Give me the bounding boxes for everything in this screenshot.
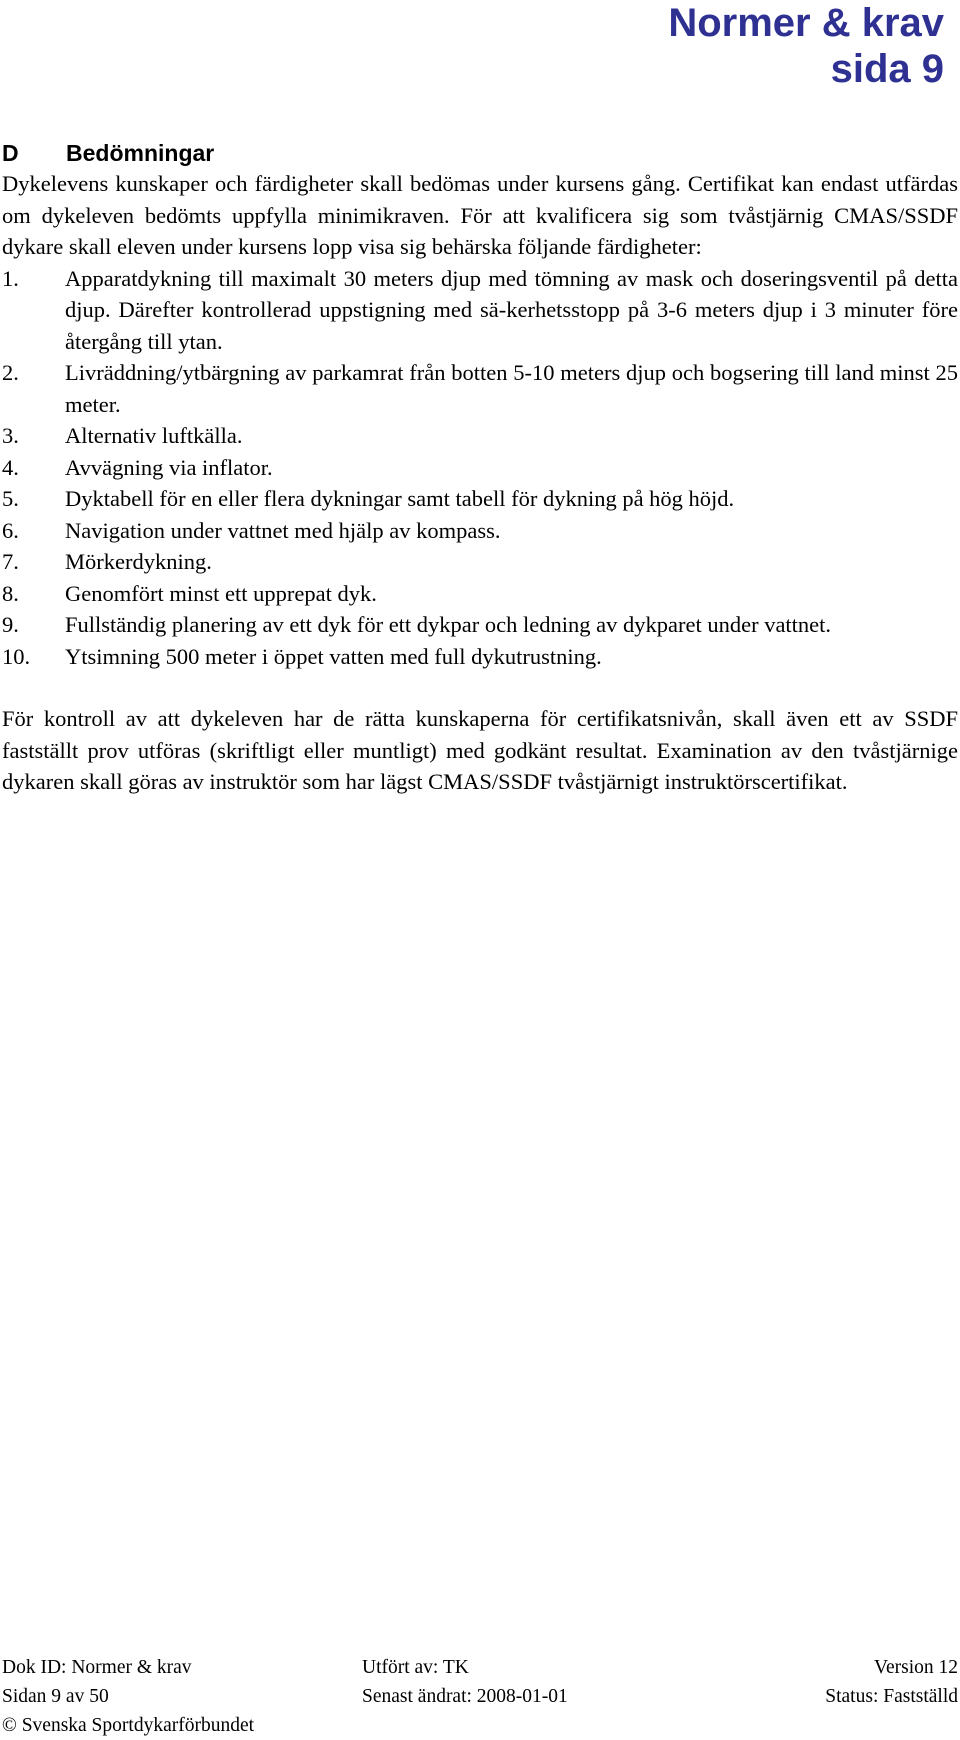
footer-copyright: © Svenska Sportdykarförbundet <box>2 1715 255 1736</box>
footer-row <box>2 1653 958 1682</box>
list-item-text: Mörkerdykning. <box>65 549 212 574</box>
page-content <box>2 168 958 798</box>
intro-paragraph: Dykelevens kunskaper och färdigheter skall bedömas under kursens gång. Certifikat kan endast utfärdas om dykeleven bedömts uppfylla minimikraven. För att kvalificera sig som tvåstjärnig CMAS/SSDF dykare skall eleven under kursens lopp visa sig behärska följande färdigheter: <box>2 171 958 259</box>
list-item-number: 10. <box>2 643 31 669</box>
page-header <box>668 0 944 92</box>
list-item-number: 4. <box>2 454 19 480</box>
list-item <box>2 263 958 358</box>
list-item <box>2 357 958 420</box>
footer-page-of: Sidan 9 av 50 <box>2 1686 109 1707</box>
page-number: sida 9 <box>830 47 944 91</box>
list-item-text: Dyktabell för en eller flera dykningar samt tabell för dykning på hög höjd. <box>65 486 735 511</box>
list-item-text: Alternativ luftkälla. <box>65 423 243 448</box>
list-item <box>2 546 958 578</box>
list-item <box>2 515 958 547</box>
list-item-number: 5. <box>2 486 19 511</box>
list-item <box>2 420 958 452</box>
list-item-number: 1. <box>2 265 19 291</box>
list-item <box>2 641 958 673</box>
document-title: Normer & krav <box>668 1 944 45</box>
section-title: Bedömningar <box>66 140 215 166</box>
footer-status: Status: Fastställd <box>825 1686 958 1707</box>
list-item-text: Navigation under vattnet med hjälp av kompass. <box>65 517 501 543</box>
list-item-number: 2. <box>2 360 19 385</box>
list-item <box>2 452 958 484</box>
list-item-number: 9. <box>2 612 19 637</box>
list-item-number: 8. <box>2 580 19 606</box>
list-item-text: Livräddning/ytbärgning av parkamrat från botten 5-10 meters djup och bogsering till land minst 25 meter. <box>65 360 958 417</box>
list-item-text: Genomfört minst ett upprepat dyk. <box>65 580 377 606</box>
list-item-text: Avvägning via inflator. <box>65 454 273 480</box>
closing-paragraph: För kontroll av att dykeleven har de rätta kunskaperna för certifikatsnivån, skall även ett av SSDF fastställt prov utföras (skriftligt eller muntligt) med godkänt resultat. Examination av den tvåstjärnige dykaren skall göras av instruktör som har lägst CMAS/SSDF tvåstjärnigt instruktörscertifikat. <box>2 706 958 794</box>
page-footer <box>2 1653 958 1740</box>
footer-row <box>2 1711 958 1740</box>
section-letter: D <box>2 140 19 166</box>
footer-last-changed: Senast ändrat: 2008-01-01 <box>362 1686 568 1707</box>
list-item-text: Fullständig planering av ett dyk för ett dykpar och ledning av dykparet under vattnet. <box>65 612 832 637</box>
skills-list <box>2 263 958 673</box>
list-item <box>2 483 958 515</box>
list-item-text: Apparatdykning till maximalt 30 meters djup med tömning av mask och doseringsventil på detta djup. Därefter kontrollerad uppstigning med sä-kerhetsstopp på 3-6 meters djup i 3 minuter före återgång till ytan. <box>65 265 958 354</box>
section-heading <box>2 138 214 168</box>
footer-version: Version 12 <box>874 1657 958 1678</box>
list-item-number: 6. <box>2 517 19 543</box>
list-item-text: Ytsimning 500 meter i öppet vatten med full dykutrustning. <box>65 643 602 669</box>
list-item <box>2 578 958 610</box>
footer-row <box>2 1682 958 1711</box>
list-item-number: 3. <box>2 423 19 448</box>
footer-doc-id: Dok ID: Normer & krav <box>2 1657 192 1678</box>
footer-performed-by: Utfört av: TK <box>362 1657 469 1678</box>
list-item-number: 7. <box>2 549 19 574</box>
list-item <box>2 609 958 641</box>
